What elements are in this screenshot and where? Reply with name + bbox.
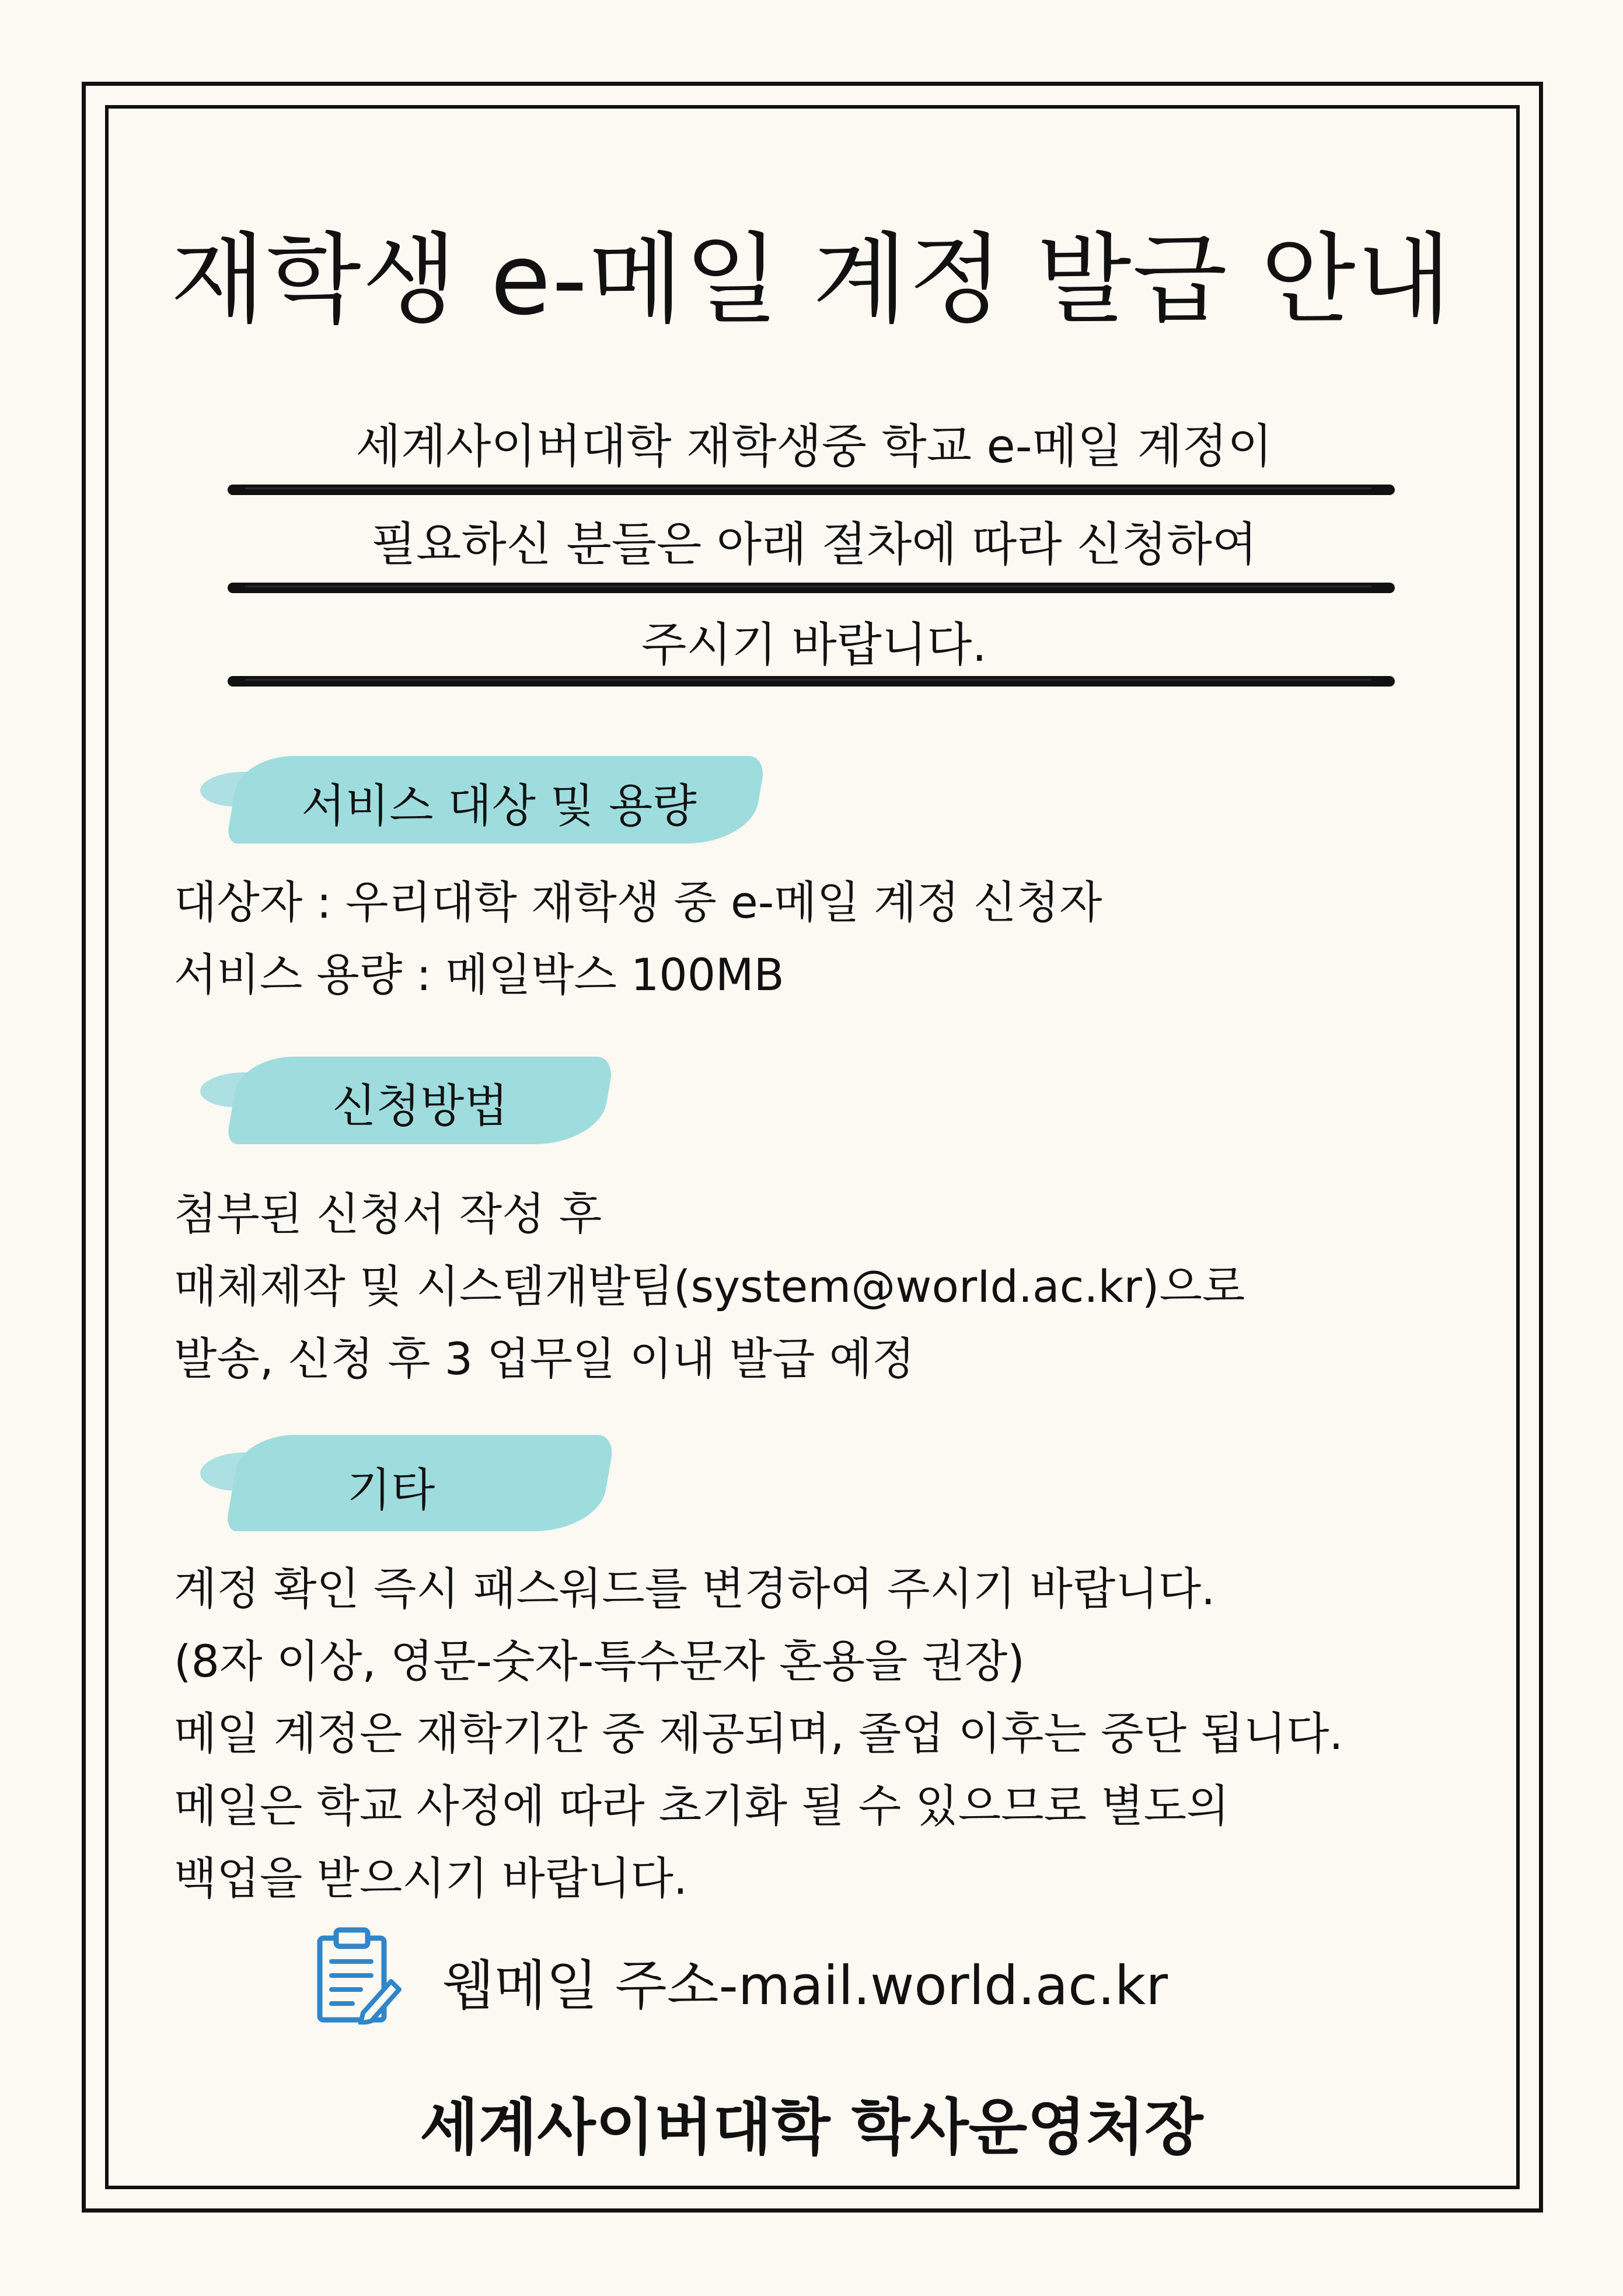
intro-rule-3 [228,676,1395,687]
intro-rule-2 [228,583,1395,593]
section-2-body [174,1178,1245,1395]
signature: 세계사이버대학 학사운영처장 [420,2092,1203,2163]
section-3-heading: 기타 [347,1464,435,1517]
section-1-line-2: 서비스 용량 : 메일박스 100MB [174,949,784,1001]
intro-line-3: 주시기 바랍니다. [641,618,987,672]
section-1-line-1: 대상자 : 우리대학 재학생 중 e-메일 계정 신청자 [174,876,1102,928]
section-2-line-1: 첨부된 신청서 작성 후 [174,1188,602,1240]
section-3-line-2: (8자 이상, 영문-숫자-특수문자 혼용을 권장) [174,1635,1025,1687]
section-2-heading: 신청방법 [332,1080,508,1133]
section-2-line-2: 매체제작 및 시스템개발팀(system@worId.ac.kr)으로 [174,1260,1245,1312]
section-3-line-1: 계정 확인 즉시 패스워드를 변경하여 주시기 바랍니다. [174,1563,1216,1615]
section-2-line-3: 발송, 신청 후 3 업무일 이내 발급 예정 [174,1333,915,1385]
intro-line-1: 세계사이버대학 재학생중 학교 e-메일 계정이 [355,419,1273,473]
page-title: 재학생 e-메일 계정 발급 안내 [170,222,1453,337]
section-3-body [174,1553,1343,1915]
section-1-heading: 서비스 대상 및 용량 [301,780,697,832]
section-1-body [174,866,1102,1011]
intro-rule-1 [228,485,1395,495]
section-3-line-3: 메일 계정은 재학기간 중 제공되며, 졸업 이후는 중단 됩니다. [174,1708,1343,1760]
intro-line-2: 필요하신 분들은 아래 절차에 따라 신청하여 [371,517,1258,572]
section-3-line-4: 메일은 학교 사정에 따라 초기화 될 수 있으므로 별도의 [174,1780,1230,1832]
clipboard-edit-icon [314,1925,402,2025]
webmail-address: 웹메일 주소-mail.world.ac.kr [442,1954,1168,2017]
section-3-line-5: 백업을 받으시기 바랍니다. [174,1852,688,1904]
